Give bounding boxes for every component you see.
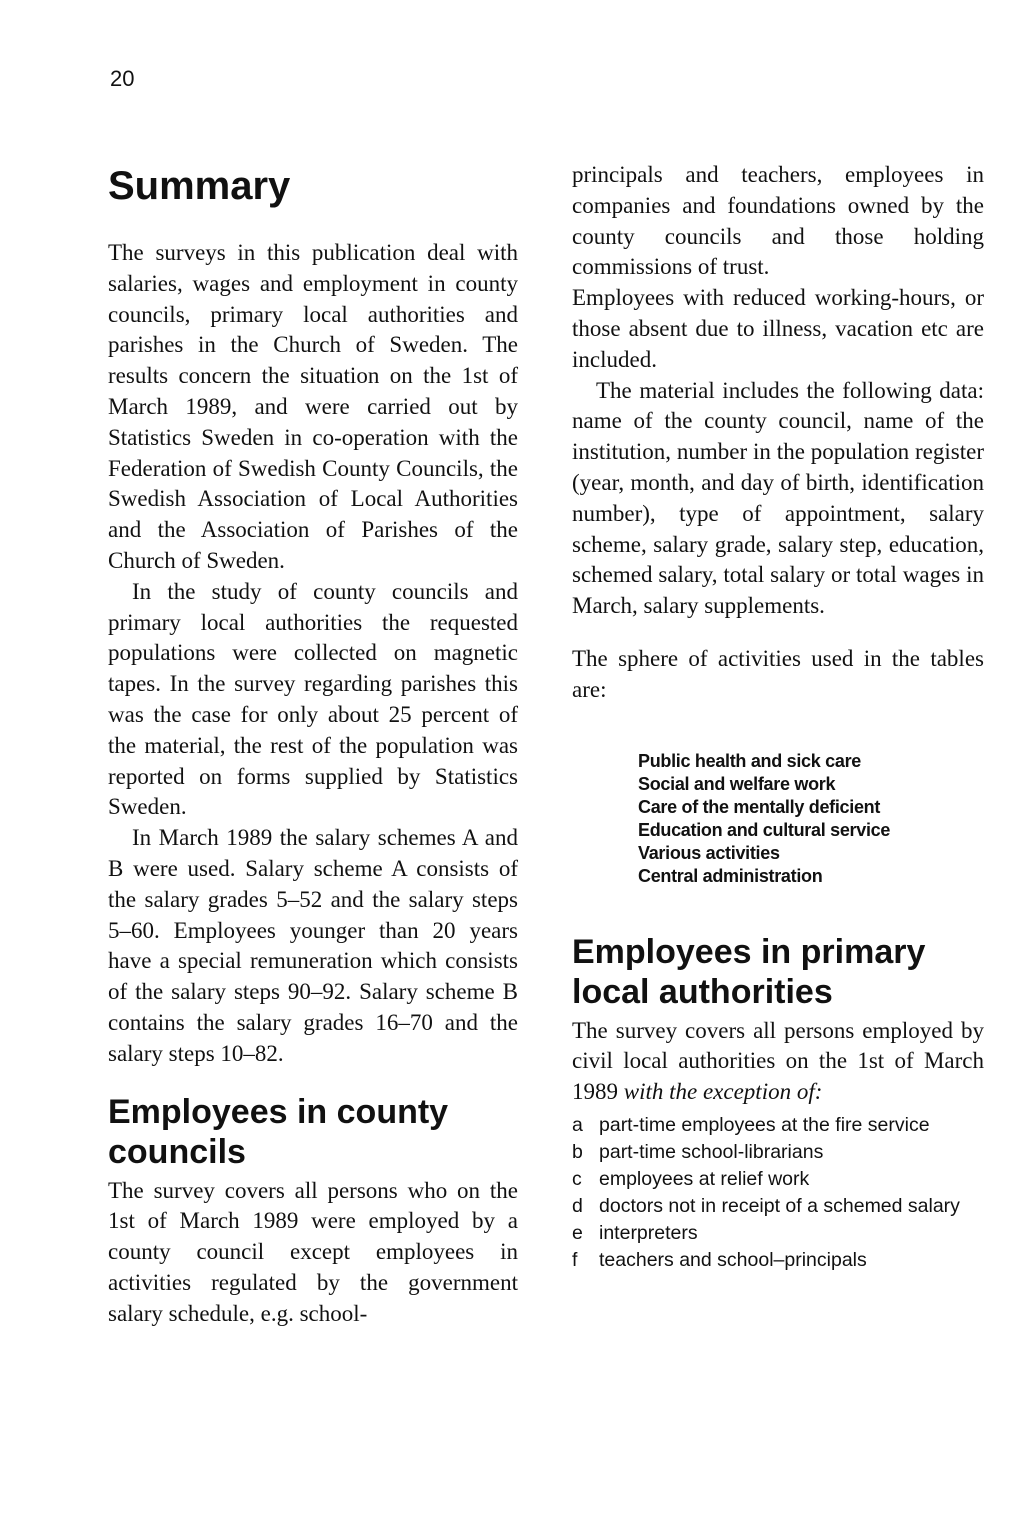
list-item-letter: d (572, 1194, 583, 1217)
summary-paragraph-1a: The surveys in this publication deal with salaries, wages and employment in county councils, primary local authorities and parishes in the Church of Sweden. (108, 240, 518, 358)
county-paragraph-2: Employees with reduced working-hours, or those absent due to illness, vacation etc are included. (572, 285, 984, 372)
summary-paragraph-2: In the study of county councils and primary local authorities the requested populations were collected on magnetic tapes. In the survey regarding parishes this was the case for only about 25 percent of the material, the rest of the population was reported on forms supplied by Statistics Sweden. (108, 578, 518, 820)
list-item (572, 1193, 984, 1220)
list-item-letter: e (572, 1221, 583, 1244)
list-item (572, 1220, 984, 1247)
summary-heading: Summary (108, 164, 291, 208)
county-body-start (108, 1176, 518, 1330)
county-body-continued (572, 160, 984, 706)
activity-item: Care of the mentally deficient (638, 796, 881, 817)
list-item-text: part-time employees at the fire service (599, 1113, 930, 1136)
primary-exception-emphasis: with the exception of: (623, 1079, 823, 1105)
list-item (572, 1247, 984, 1274)
left-column (108, 160, 518, 1330)
primary-paragraph-1 (572, 1016, 984, 1108)
activity-item: Various activities (638, 842, 780, 863)
activity-item: Education and cultural service (638, 819, 891, 840)
list-item-text: part-time school-librarians (599, 1140, 824, 1163)
list-item-text: teachers and school–principals (599, 1248, 867, 1271)
list-item-letter: c (572, 1167, 582, 1190)
summary-paragraph-1b: The results concern the situation on the 1st of March 1989, and were carried out by Statistics Sweden in co-operation with the Federation of Swedish County Councils, the Swedish Association of Local Authorities and the Association of Parishes of the Church of Sweden. (108, 332, 518, 573)
primary-paragraph-1-text: The survey covers all persons employed by civil local authorities on the 1st of March 1989 (572, 1017, 984, 1105)
county-paragraph-3: The material includes the following data: name of the county council, name of the institution, number in the population register (year, month, and day of birth, identification number), type of appointment, salary scheme, salary grade, salary step, education, schemed salary, total salary or total wages in March, salary supplements. (572, 377, 984, 619)
exceptions-list (572, 1112, 984, 1274)
county-paragraph-1-end: principals and teachers, employees in companies and foundations owned by the county councils and those holding commissions of trust. (572, 162, 984, 280)
summary-paragraph-3: In March 1989 the salary schemes A and B were used. Salary scheme A consists of the salary grades 5–52 and the salary steps 5–60. Employees younger than 20 years have a special remuneration which consists of the salary steps 90–92. Salary scheme B contains the salary grades 16–70 and the salary steps 10–82. (108, 825, 518, 1066)
right-column (572, 160, 984, 1274)
county-paragraph-4: The sphere of activities used in the tables are: (572, 645, 984, 702)
activity-item: Central administration (638, 865, 823, 886)
summary-body (108, 238, 518, 1070)
list-item-text: employees at relief work (599, 1167, 810, 1190)
list-item (572, 1112, 984, 1139)
county-councils-heading: Employees in county councils (108, 1092, 449, 1171)
activity-item: Public health and sick care (638, 750, 861, 771)
list-item (572, 1166, 984, 1193)
county-paragraph-1-start: The survey covers all persons who on the 1st of March 1989 were employed by a county council except employees in activities regulated by the government salary schedule, e.g. school- (108, 1177, 518, 1326)
list-item-letter: a (572, 1113, 583, 1136)
primary-body (572, 1016, 984, 1108)
activities-list (638, 750, 984, 888)
list-item-letter: f (572, 1248, 578, 1271)
list-item (572, 1139, 984, 1166)
list-item-text: interpreters (599, 1221, 698, 1244)
list-item-letter: b (572, 1140, 583, 1163)
list-item-text: doctors not in receipt of a schemed salary (599, 1194, 960, 1217)
summary-paragraph-1 (108, 238, 518, 577)
primary-authorities-heading: Employees in primary local authorities (572, 932, 926, 1011)
page-number: 20 (110, 66, 135, 91)
activity-item: Social and welfare work (638, 773, 836, 794)
